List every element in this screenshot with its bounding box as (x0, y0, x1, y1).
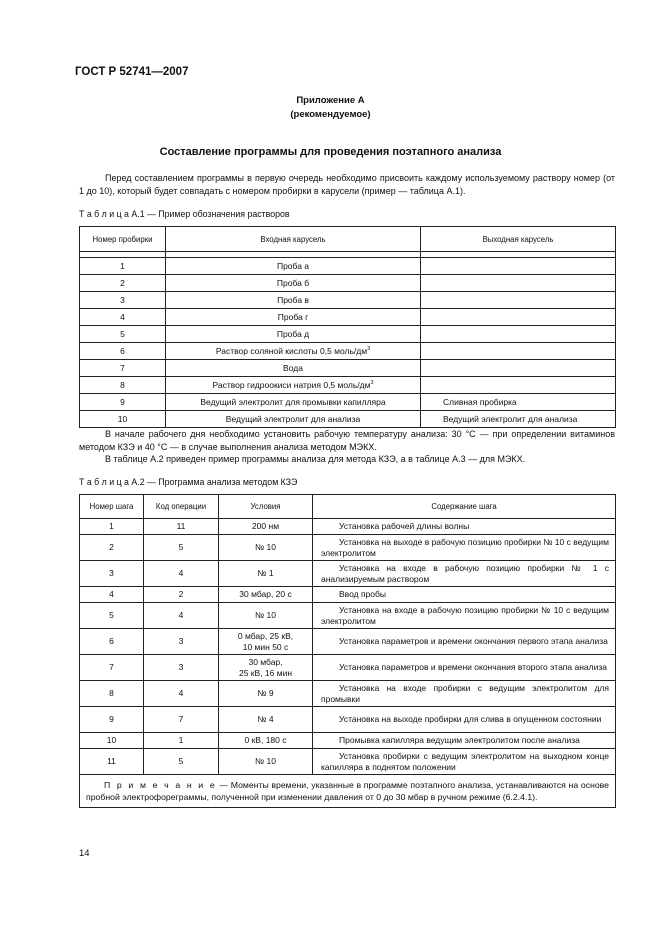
operation-code-cell: 1 (144, 733, 219, 749)
tables-reference-paragraph: В таблице А.2 приведен пример программы анализа для метода КЗЭ, а в таблице А.3 — для МЭКХ. (105, 454, 526, 464)
tube-number-cell: 7 (80, 360, 166, 377)
input-carousel-cell (166, 411, 421, 428)
table-row (80, 561, 616, 587)
table-row (80, 258, 616, 275)
conditions-cell (219, 535, 313, 561)
col-header-tube-number: Номер пробирки (80, 227, 166, 252)
conditions-cell (219, 519, 313, 535)
condition-line: № 4 (257, 714, 274, 724)
section-title: Составление программы для проведения поэтапного анализа (159, 146, 502, 158)
conditions-cell (219, 681, 313, 707)
table2-caption (79, 477, 297, 487)
note-text: — Моменты времени, указанные в программе поэтапного анализа, устанавливаются на основе пробной электрофореграммы, полученной при изменении давления от 0 до 30 мбар в ручном режиме (6.2.4.1). (86, 780, 610, 802)
step-content-text: Установка на выходе в рабочую позицию пробирки № 10 с ведущим электролитом (321, 536, 609, 558)
step-number-cell: 7 (80, 655, 144, 681)
standard-header: ГОСТ Р 52741—2007 (75, 66, 189, 78)
table-row (80, 603, 616, 629)
condition-line: 30 мбар, 20 с (239, 589, 292, 599)
step-content-text: Установка на входе в рабочую позицию пробирки № 1 с анализируемым раствором (321, 562, 609, 584)
conditions-cell (219, 733, 313, 749)
col-header-output-carousel: Выходная карусель (421, 227, 616, 252)
output-carousel-cell: Ведущий электролит для анализа (421, 411, 616, 428)
output-carousel-cell: Сливная пробирка (421, 394, 616, 411)
tube-number-cell: 1 (80, 258, 166, 275)
step-content-cell (313, 629, 616, 655)
table1-caption (79, 209, 290, 219)
table1-caption-text: — Пример обозначения растворов (144, 209, 290, 219)
input-carousel-cell (166, 309, 421, 326)
input-carousel-text: Проба г (277, 312, 309, 322)
tube-number-cell: 10 (80, 411, 166, 428)
table-row (80, 326, 616, 343)
table-row (80, 343, 616, 360)
col-header-input-carousel: Входная карусель (166, 227, 421, 252)
condition-line: 0 мбар, 25 кВ, (237, 630, 294, 641)
condition-line: № 10 (255, 542, 276, 552)
step-number-cell: 10 (80, 733, 144, 749)
step-content-text: Установка на входе пробирки с ведущим электролитом для промывки (321, 682, 609, 704)
step-content-cell (313, 655, 616, 681)
col-header-operation-code: Код операции (144, 495, 219, 519)
step-content-text: Установка параметров и времени окончания первого этапа анализа (339, 636, 608, 646)
output-carousel-cell (421, 275, 616, 292)
input-carousel-cell (166, 377, 421, 394)
output-carousel-cell (421, 377, 616, 394)
tube-number-cell: 2 (80, 275, 166, 292)
unit-superscript: 3 (367, 346, 371, 353)
input-carousel-cell (166, 292, 421, 309)
step-number-cell: 9 (80, 707, 144, 733)
step-content-text: Установка на входе в рабочую позицию пробирки № 10 с ведущим электролитом (321, 604, 609, 626)
tube-number-cell: 4 (80, 309, 166, 326)
operation-code-cell: 3 (144, 629, 219, 655)
step-content-cell (313, 587, 616, 603)
annex-subtitle: (рекомендуемое) (290, 109, 371, 120)
step-content-text: Установка пробирки с ведущим электролитом на выходном конце капилляра в поднятом положении (321, 750, 609, 772)
step-content-text: Установка на выходе пробирки для слива в опущенном состоянии (339, 714, 602, 724)
output-carousel-cell (421, 360, 616, 377)
condition-line: № 9 (257, 688, 274, 698)
step-content-cell (313, 749, 616, 775)
operation-code-cell: 5 (144, 749, 219, 775)
input-carousel-text: Ведущий электролит для анализа (225, 414, 361, 424)
solutions-table (79, 226, 616, 428)
table-row (80, 733, 616, 749)
input-carousel-text: Проба б (276, 278, 310, 288)
intro-paragraph: Перед составлением программы в первую очередь необходимо присвоить каждому используемому раствору номер (от 1 до 10), который будет совпадать с номером пробирки в карусели (пример — таблица А.1). (79, 173, 615, 196)
table2-caption-label: Т а б л и ц а А.2 (79, 477, 145, 487)
input-carousel-text: Проба в (277, 295, 309, 305)
unit-superscript: 3 (370, 380, 374, 387)
analysis-program-table (79, 494, 616, 808)
operation-code-cell: 7 (144, 707, 219, 733)
condition-line: № 10 (255, 756, 276, 766)
note-label: П р и м е ч а н и е (104, 780, 217, 790)
input-carousel-cell (166, 258, 421, 275)
operation-code-cell: 2 (144, 587, 219, 603)
conditions-cell (219, 707, 313, 733)
step-content-cell (313, 681, 616, 707)
condition-line: 200 нм (251, 521, 280, 531)
step-content-text: Установка параметров и времени окончания второго этапа анализа (339, 662, 607, 672)
table-row (80, 655, 616, 681)
table-row (80, 681, 616, 707)
step-number-cell: 8 (80, 681, 144, 707)
table-row (80, 707, 616, 733)
step-content-cell (313, 519, 616, 535)
col-header-step-content: Содержание шага (313, 495, 616, 519)
step-number-cell: 1 (80, 519, 144, 535)
table-row (80, 292, 616, 309)
input-carousel-text: Ведущий электролит для промывки капилляра (200, 397, 386, 407)
condition-line: 30 мбар, (248, 656, 283, 667)
table1-caption-label: Т а б л и ц а А.1 (79, 209, 145, 219)
output-carousel-cell (421, 309, 616, 326)
input-carousel-text: Раствор гидроокиси натрия 0,5 моль/дм (212, 380, 371, 390)
input-carousel-cell (166, 394, 421, 411)
step-content-cell (313, 733, 616, 749)
col-header-step-number: Номер шага (80, 495, 144, 519)
table-row (80, 411, 616, 428)
operation-code-cell: 4 (144, 603, 219, 629)
step-content-text: Установка рабочей длины волны (339, 521, 470, 531)
step-number-cell: 11 (80, 749, 144, 775)
condition-line: 10 мин 50 с (242, 641, 289, 652)
step-content-cell (313, 603, 616, 629)
output-carousel-cell (421, 343, 616, 360)
output-carousel-cell (421, 258, 616, 275)
table-row (80, 587, 616, 603)
step-content-cell (313, 561, 616, 587)
step-number-cell: 2 (80, 535, 144, 561)
input-carousel-cell (166, 275, 421, 292)
tube-number-cell: 5 (80, 326, 166, 343)
table2-note (80, 775, 616, 808)
input-carousel-cell (166, 360, 421, 377)
table-row (80, 519, 616, 535)
step-content-cell (313, 707, 616, 733)
table-row (80, 535, 616, 561)
condition-line: № 10 (255, 610, 276, 620)
input-carousel-text: Проба а (276, 261, 310, 271)
conditions-cell (219, 603, 313, 629)
conditions-cell (219, 587, 313, 603)
input-carousel-text: Вода (283, 363, 303, 373)
step-number-cell: 4 (80, 587, 144, 603)
col-header-conditions: Условия (219, 495, 313, 519)
conditions-cell (219, 749, 313, 775)
input-carousel-text: Раствор соляной кислоты 0,5 моль/дм (215, 346, 368, 356)
input-carousel-cell (166, 326, 421, 343)
condition-line: № 1 (257, 568, 274, 578)
table-row (80, 749, 616, 775)
table-row (80, 629, 616, 655)
step-number-cell: 3 (80, 561, 144, 587)
operation-code-cell: 4 (144, 561, 219, 587)
tube-number-cell: 3 (80, 292, 166, 309)
table-row (80, 394, 616, 411)
conditions-cell (219, 561, 313, 587)
operation-code-cell: 5 (144, 535, 219, 561)
operation-code-cell: 4 (144, 681, 219, 707)
table-row (80, 275, 616, 292)
output-carousel-cell (421, 326, 616, 343)
table2-caption-text: — Программа анализа методом КЗЭ (144, 477, 298, 487)
tube-number-cell: 9 (80, 394, 166, 411)
operation-code-cell: 3 (144, 655, 219, 681)
step-content-cell (313, 535, 616, 561)
annex-title: Приложение А (296, 95, 365, 106)
tube-number-cell: 6 (80, 343, 166, 360)
operation-code-cell: 11 (144, 519, 219, 535)
output-carousel-cell (421, 292, 616, 309)
table-row (80, 360, 616, 377)
step-content-text: Промывка капилляра ведущим электролитом после анализа (339, 735, 580, 745)
condition-line: 25 кВ, 16 мин (238, 667, 293, 678)
table-row (80, 309, 616, 326)
input-carousel-text: Проба д (276, 329, 310, 339)
table-row (80, 377, 616, 394)
temperature-paragraph: В начале рабочего дня необходимо установить рабочую температуру анализа: 30 °С — при определении витаминов методом КЗЭ и 40 °С — в случае выполнения анализа методом МЭКХ. (79, 429, 615, 452)
page-number: 14 (79, 848, 90, 859)
step-number-cell: 6 (80, 629, 144, 655)
step-number-cell: 5 (80, 603, 144, 629)
step-content-text: Ввод пробы (339, 589, 386, 599)
conditions-cell (219, 655, 313, 681)
tube-number-cell: 8 (80, 377, 166, 394)
conditions-cell (219, 629, 313, 655)
input-carousel-cell (166, 343, 421, 360)
condition-line: 0 кВ, 180 с (244, 735, 287, 745)
